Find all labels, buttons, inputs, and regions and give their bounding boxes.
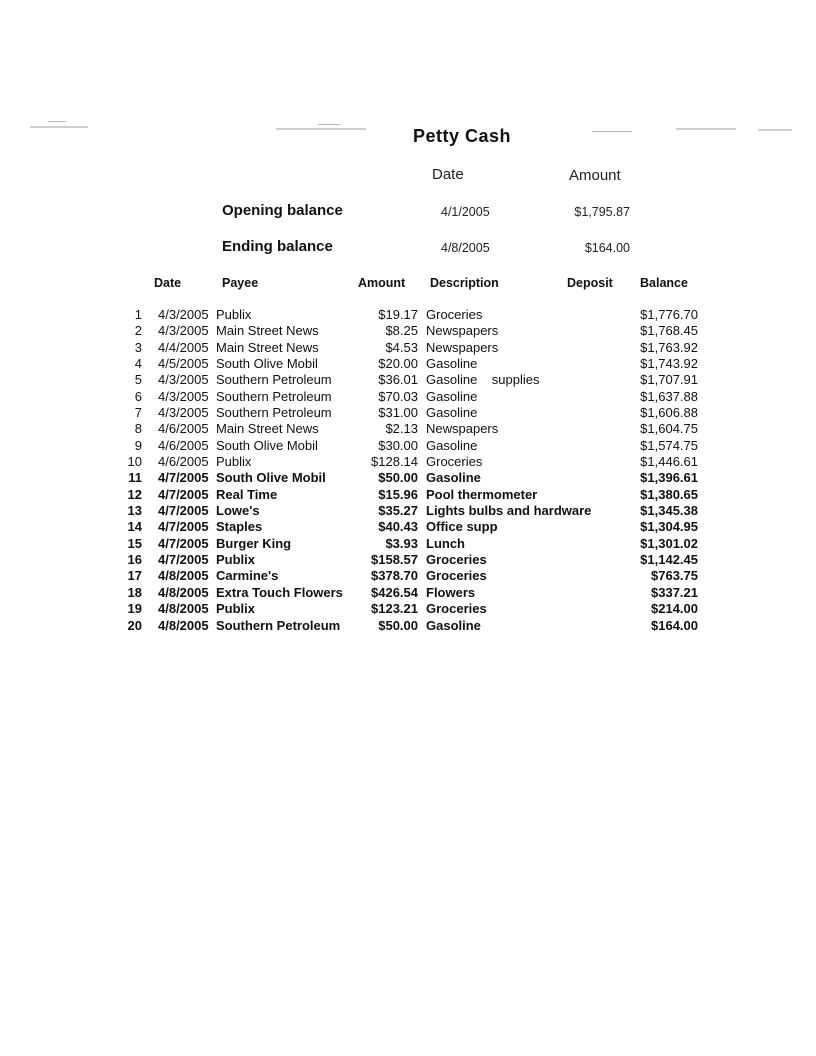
row-amount: $3.93 [385, 536, 418, 551]
row-number: 20 [127, 618, 142, 633]
row-number: 4 [134, 356, 142, 371]
row-number: 1 [134, 307, 142, 322]
row-payee: Southern Petroleum [216, 372, 332, 387]
column-header-payee: Payee [222, 276, 259, 290]
row-payee: Publix [216, 552, 256, 567]
column-header-balance: Balance [640, 276, 688, 290]
scan-artifact [758, 129, 792, 131]
row-amount: $50.00 [378, 618, 418, 633]
row-description: Gasoline [426, 470, 481, 485]
row-balance: $1,776.70 [640, 307, 698, 322]
row-amount: $15.96 [378, 487, 418, 502]
table-row [0, 389, 816, 405]
header-date-label: Date [432, 166, 464, 183]
row-number: 13 [127, 503, 142, 518]
row-date: 4/3/2005 [158, 372, 209, 387]
row-balance: $1,763.92 [640, 340, 698, 355]
row-amount: $20.00 [378, 356, 418, 371]
row-amount: $31.00 [378, 405, 418, 420]
page-title: Petty Cash [413, 126, 512, 146]
row-payee: Real Time [216, 487, 278, 502]
row-description: Groceries [426, 568, 487, 583]
row-description: Gasoline [426, 389, 478, 404]
row-amount: $378.70 [371, 568, 418, 583]
opening-balance-label: Opening balance [222, 202, 343, 219]
row-description: Gasoline [426, 618, 481, 633]
table-row [0, 470, 816, 486]
row-date: 4/8/2005 [158, 618, 209, 633]
row-number: 12 [127, 487, 142, 502]
table-row [0, 536, 816, 552]
row-description: Newspapers [426, 340, 499, 355]
row-payee: Main Street News [216, 421, 319, 436]
row-balance: $1,345.38 [640, 503, 698, 518]
row-number: 14 [127, 519, 142, 534]
row-amount: $158.57 [371, 552, 418, 567]
row-balance: $1,743.92 [640, 356, 698, 371]
table-row [0, 323, 816, 339]
row-description: Newspapers [426, 323, 499, 338]
row-payee: Publix [216, 454, 252, 469]
table-row [0, 421, 816, 437]
row-balance: $1,768.45 [640, 323, 698, 338]
row-description: Gasoline [426, 438, 478, 453]
table-row [0, 307, 816, 323]
row-number: 2 [134, 323, 142, 338]
row-amount: $40.43 [378, 519, 418, 534]
column-header-date: Date [154, 276, 182, 290]
row-amount: $2.13 [385, 421, 418, 436]
row-payee: Southern Petroleum [216, 405, 332, 420]
row-description: Gasoline [426, 405, 478, 420]
scan-artifact [676, 128, 736, 130]
row-balance: $763.75 [651, 568, 698, 583]
row-number: 11 [128, 470, 142, 485]
row-description: Newspapers [426, 421, 499, 436]
row-balance: $1,574.75 [640, 438, 698, 453]
column-header-amount: Amount [358, 276, 406, 290]
row-balance: $1,446.61 [640, 454, 698, 469]
ending-balance-label: Ending balance [222, 238, 333, 255]
scan-artifact [48, 121, 66, 122]
table-row [0, 487, 816, 503]
row-number: 16 [127, 552, 142, 567]
scan-artifact [30, 126, 88, 128]
table-row [0, 503, 816, 519]
table-row [0, 340, 816, 356]
table-row [0, 438, 816, 454]
row-number: 7 [134, 405, 142, 420]
row-payee: Publix [216, 307, 252, 322]
row-payee: Burger King [216, 536, 292, 551]
row-amount: $8.25 [385, 323, 418, 338]
table-row [0, 552, 816, 568]
row-payee: South Olive Mobil [216, 438, 318, 453]
row-date: 4/7/2005 [158, 487, 209, 502]
row-date: 4/7/2005 [158, 536, 209, 551]
row-payee: Extra Touch Flowers [216, 585, 343, 600]
row-number: 10 [127, 454, 142, 469]
row-description: Groceries [426, 307, 483, 322]
row-amount: $128.14 [371, 454, 418, 469]
row-amount: $36.01 [378, 372, 418, 387]
row-date: 4/8/2005 [158, 568, 209, 583]
row-description: Pool thermometer [426, 487, 538, 502]
row-description: Gasoline supplies [426, 372, 540, 387]
table-row [0, 372, 816, 388]
opening-balance-date: 4/1/2005 [441, 205, 490, 219]
row-date: 4/3/2005 [158, 405, 209, 420]
row-amount: $35.27 [378, 503, 418, 518]
row-payee: Staples [216, 519, 263, 534]
header-amount-label: Amount [569, 167, 621, 184]
row-payee: Southern Petroleum [216, 618, 341, 633]
table-row [0, 356, 816, 372]
row-amount: $123.21 [371, 601, 418, 616]
row-number: 19 [127, 601, 142, 616]
row-date: 4/7/2005 [158, 552, 209, 567]
scan-artifact [276, 128, 366, 130]
row-balance: $1,304.95 [640, 519, 698, 534]
row-number: 18 [127, 585, 142, 600]
ending-balance-amount: $164.00 [584, 241, 630, 255]
row-description: Lunch [426, 536, 465, 551]
row-number: 15 [127, 536, 142, 551]
row-date: 4/6/2005 [158, 438, 209, 453]
table-row [0, 405, 816, 421]
row-description: Groceries [426, 454, 483, 469]
row-amount: $70.03 [378, 389, 418, 404]
row-balance: $1,142.45 [640, 552, 698, 567]
row-number: 6 [134, 389, 142, 404]
row-description: Lights bulbs and hardware [426, 503, 592, 518]
row-amount: $4.53 [385, 340, 418, 355]
row-balance: $1,637.88 [640, 389, 698, 404]
row-amount: $30.00 [378, 438, 418, 453]
row-date: 4/7/2005 [158, 519, 209, 534]
opening-balance-amount: $1,795.87 [574, 205, 630, 219]
row-balance: $1,707.91 [640, 372, 698, 387]
table-row [0, 454, 816, 470]
row-number: 9 [134, 438, 142, 453]
row-description: Flowers [426, 585, 476, 600]
row-number: 8 [134, 421, 142, 436]
row-payee: Main Street News [216, 323, 319, 338]
row-balance: $1,301.02 [640, 536, 698, 551]
table-row [0, 585, 816, 601]
row-balance: $1,380.65 [640, 487, 698, 502]
table-row [0, 601, 816, 617]
row-date: 4/7/2005 [158, 470, 209, 485]
row-payee: Southern Petroleum [216, 389, 332, 404]
row-description: Gasoline [426, 356, 478, 371]
row-balance: $1,396.61 [640, 470, 698, 485]
row-description: Groceries [426, 552, 487, 567]
scan-artifact [592, 131, 632, 132]
ending-balance-date: 4/8/2005 [441, 241, 490, 255]
row-date: 4/5/2005 [158, 356, 209, 371]
row-date: 4/6/2005 [158, 421, 209, 436]
row-date: 4/8/2005 [158, 601, 209, 616]
row-payee: Lowe's [216, 503, 260, 518]
row-amount: $50.00 [378, 470, 418, 485]
row-balance: $214.00 [651, 601, 698, 616]
row-amount: $19.17 [378, 307, 418, 322]
table-row [0, 618, 816, 634]
row-number: 3 [134, 340, 142, 355]
row-payee: Main Street News [216, 340, 319, 355]
row-balance: $337.21 [651, 585, 698, 600]
row-payee: South Olive Mobil [216, 470, 326, 485]
row-balance: $164.00 [651, 618, 698, 633]
table-row [0, 568, 816, 584]
row-payee: Publix [216, 601, 256, 616]
row-date: 4/3/2005 [158, 307, 209, 322]
row-balance: $1,606.88 [640, 405, 698, 420]
row-payee: South Olive Mobil [216, 356, 318, 371]
row-description: Groceries [426, 601, 487, 616]
row-description: Office supp [426, 519, 498, 534]
row-date: 4/8/2005 [158, 585, 209, 600]
row-amount: $426.54 [371, 585, 418, 600]
row-number: 5 [134, 372, 142, 387]
column-header-description: Description [430, 276, 499, 290]
column-header-deposit: Deposit [567, 276, 613, 290]
row-number: 17 [127, 568, 142, 583]
row-date: 4/4/2005 [158, 340, 209, 355]
row-date: 4/3/2005 [158, 323, 209, 338]
row-date: 4/6/2005 [158, 454, 209, 469]
table-row [0, 519, 816, 535]
row-balance: $1,604.75 [640, 421, 698, 436]
row-date: 4/3/2005 [158, 389, 209, 404]
scan-artifact [318, 124, 340, 125]
row-date: 4/7/2005 [158, 503, 209, 518]
row-payee: Carmine's [216, 568, 279, 583]
